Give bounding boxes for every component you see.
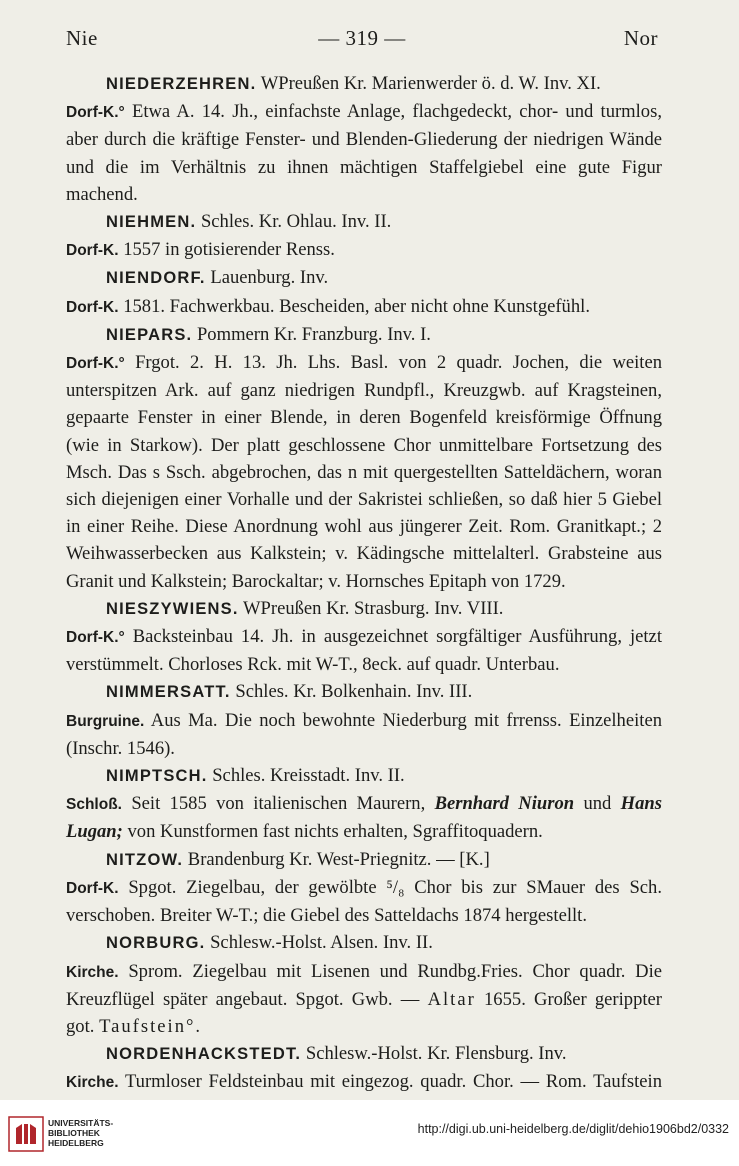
place-name: NIEHMEN. xyxy=(106,213,197,232)
place-name: NORDENHACKSTEDT. xyxy=(106,1045,302,1064)
place-name: NITZOW. xyxy=(106,850,184,869)
entry-text: Backsteinbau 14. Jh. in ausgezeichnet sorgfältiger Ausführung, jetzt verstümmelt. Chorloses Rck. mit W-T., 8eck. auf quadr. Unterbau. xyxy=(66,626,662,676)
entry-keyword: Dorf-K.° xyxy=(66,629,125,647)
entry-niederzehren xyxy=(66,70,662,208)
place-name: NORBURG. xyxy=(106,934,206,953)
entry-text: von Kunstformen fast nichts erhalten, Sgraffitoquadern. xyxy=(127,821,543,843)
place-region: Schles. Kreisstadt. Inv. II. xyxy=(212,765,405,787)
entry-text: Spgot. Ziegelbau, der gewölbte ⁵/₈ Chor bis zur SMauer des Sch. verschoben. Breiter W-T.; die Giebel des Satteldachs 1874 hergestellt. xyxy=(66,876,662,927)
entry-text: und xyxy=(583,793,612,815)
entry-nimptsch xyxy=(66,762,662,846)
source-url-link[interactable]: http://digi.ub.uni-heidelberg.de/diglit/dehio1906bd2/0332 xyxy=(417,1122,729,1136)
entry-text: Sprom. Ziegelbau mit Lisenen und Rundbg.Fries. Chor quadr. Die Kreuzflügel später angebaut. Spgot. Gwb. — xyxy=(66,960,663,1010)
place-region: Schles. Kr. Ohlau. Inv. II. xyxy=(200,211,392,233)
university-seal-icon xyxy=(8,1116,44,1152)
entry-keyword: Kirche. xyxy=(66,1074,119,1092)
place-region: Lauenburg. Inv. xyxy=(210,267,329,289)
place-name: NIMPTSCH. xyxy=(106,767,208,786)
running-head-right: Nor xyxy=(623,26,658,50)
place-name: NIMMERSATT. xyxy=(106,683,231,702)
place-name: NIEDERZEHREN. xyxy=(106,75,257,93)
library-name-line: UNIVERSITÄTS- xyxy=(48,1118,114,1128)
person-name: Bernhard Niuron xyxy=(434,793,575,815)
running-head xyxy=(66,26,658,52)
place-region: WPreußen Kr. Marienwerder ö. d. W. Inv. XI. xyxy=(260,73,601,94)
place-region: WPreußen Kr. Strasburg. Inv. VIII. xyxy=(242,597,504,619)
entry-keyword: Dorf-K.° xyxy=(66,355,125,373)
library-name xyxy=(48,1118,113,1148)
entry-keyword: Burgruine. xyxy=(66,712,145,730)
library-name-line: BIBLIOTHEK xyxy=(48,1128,100,1138)
place-region: Brandenburg Kr. West-Priegnitz. — [K.] xyxy=(187,848,490,870)
entry-nitzow xyxy=(66,846,662,930)
entry-nieszywiens xyxy=(66,595,662,679)
entry-keyword: Schloß. xyxy=(66,796,122,814)
emphasized-term: Taufstein°. xyxy=(99,1015,203,1037)
entry-keyword: Dorf-K. xyxy=(66,879,119,897)
emphasized-term: Altar xyxy=(427,988,476,1010)
place-region: Schles. Kr. Bolkenhain. Inv. III. xyxy=(235,681,473,703)
place-name: NIESZYWIENS. xyxy=(106,599,239,618)
library-name-line: HEIDELBERG xyxy=(48,1138,104,1148)
entry-text: Seit 1585 von italienischen Maurern, xyxy=(131,793,426,815)
entry-niehmen xyxy=(66,208,662,264)
entry-nimmersatt xyxy=(66,678,662,762)
entry-text: Aus Ma. Die noch bewohnte Niederburg mit frrenss. Einzelheiten (Inschr. 1546). xyxy=(66,709,662,759)
place-name: NIEPARS. xyxy=(106,325,193,344)
entry-text: 1655. Großer gerippter got. xyxy=(66,988,662,1037)
entry-keyword: Dorf-K. xyxy=(66,298,119,316)
page-number: — 319 — xyxy=(318,26,406,50)
entry-text: 1581. Fachwerkbau. Bescheiden, aber nicht ohne Kunstgefühl. xyxy=(123,295,590,317)
entry-niendorf xyxy=(66,264,662,320)
entry-keyword: Dorf-K.° xyxy=(66,104,125,122)
article-body xyxy=(66,70,662,1124)
entry-text: Etwa A. 14. Jh., einfachste Anlage, flachgedeckt, chor- und turmlos, aber durch die kräftige Fenster- und Blenden-Gliederung der niedrigen Wände und die im Verhältnis zu ihnen mächtigen Staffelgiebel eine gute Figur machend. xyxy=(66,101,662,205)
place-name: NIENDORF. xyxy=(106,269,206,288)
person-name: Hans Lugan; xyxy=(66,793,663,843)
place-region: Schlesw.-Holst. Alsen. Inv. II. xyxy=(210,932,433,954)
entry-norburg xyxy=(66,929,662,1040)
entry-text: 1557 in gotisierender Renss. xyxy=(123,239,335,261)
place-region: Schlesw.-Holst. Kr. Flensburg. Inv. xyxy=(305,1043,567,1065)
entry-keyword: Dorf-K. xyxy=(66,242,119,260)
viewer-footer xyxy=(0,1100,739,1166)
entry-keyword: Kirche. xyxy=(66,963,119,981)
place-region: Pommern Kr. Franzburg. Inv. I. xyxy=(196,323,431,345)
entry-text: Frgot. 2. H. 13. Jh. Lhs. Basl. von 2 quadr. Jochen, die weiten unterspitzen Ark. auf ganz niedrigen Rundpfl., Kreuzgwb. auf Kragsteinen, gepaarte Fenster in einer Blende, in deren Bogenfeld kreisförmige Öffnung (wie in Starkow). Der platt geschlossene Chor unmittelbare Fortsetzung des Msch. Das s Ssch. abgebrochen, das n mit quergestellten Satteldächern, woran sich diejenigen einer Vorhalle und der Sakristei schließen, so daß hier 5 Giebel in einer Reihe. Diese Anordnung wohl aus jüngerer Zeit. Rom. Granitkapt.; 2 Weihwasserbecken aus Kalkstein; v. Kädingsche mittelalterl. Grabsteine aus Granit und Kalkstein; Barockaltar; v. Hornsches Epitaph von 1729. xyxy=(66,352,663,592)
entry-niepars xyxy=(66,321,662,595)
running-head-left: Nie xyxy=(66,26,98,50)
entry-text: Turmloser Feldsteinbau mit eingezog. quadr. Chor. — Rom. Taufstein xyxy=(124,1071,662,1093)
